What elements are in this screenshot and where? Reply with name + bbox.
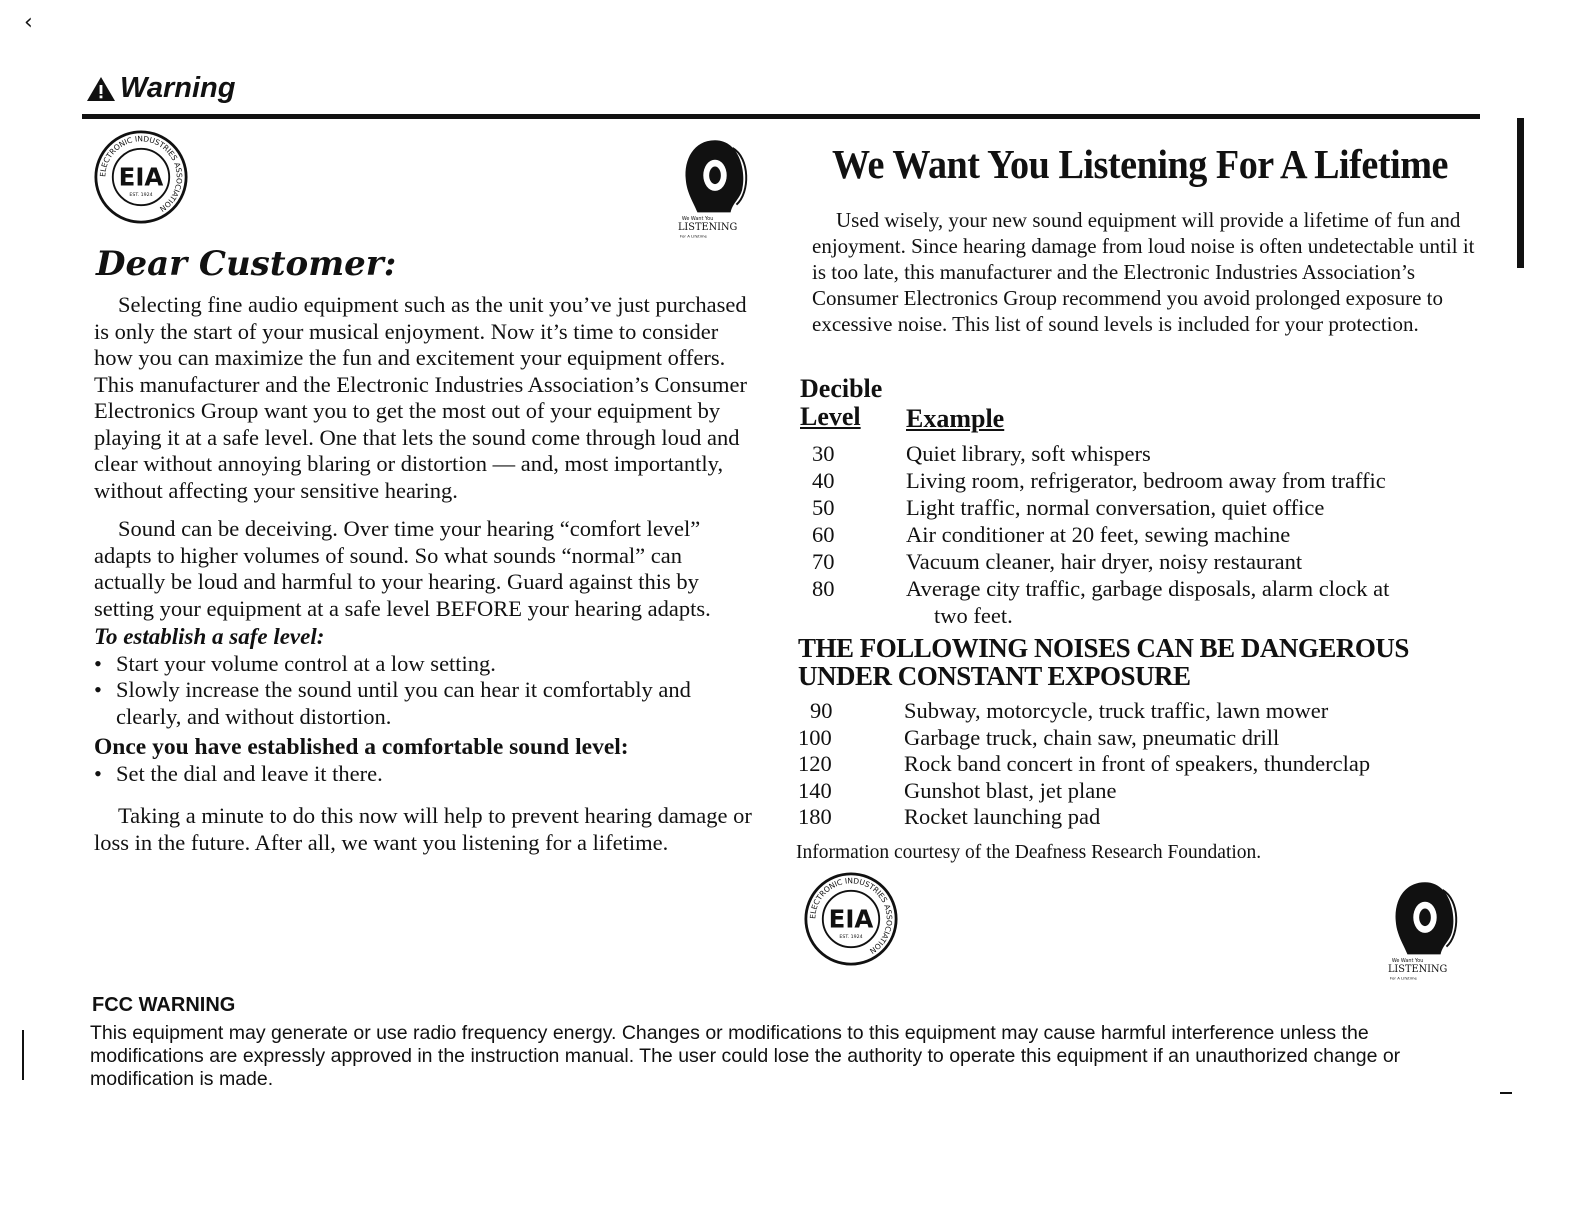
eia-seal-logo-bottom: [804, 872, 898, 971]
example-continuation: two feet.: [934, 603, 1013, 628]
example-text: Average city traffic, garbage disposals, alarm clock at: [906, 576, 1390, 601]
margin-bar-right: [1517, 118, 1524, 268]
level-cell: 120: [798, 751, 832, 776]
svg-text:EIA: EIA: [118, 162, 164, 192]
level-cell: 180: [798, 804, 832, 829]
eia-seal-icon: [94, 130, 188, 224]
intro-paragraph: Selecting fine audio equipment such as the unit you’ve just purchased is only the start of your musical enjoyment. Now it’s time to consider how you can maximize the fun and excitement your equipment offers. This manufacturer and the Electronic Industries Association’s Consumer Electronics Group want you to get the most out of your equipment by playing it at a safe level. One that lets the sound come through loud and clear without annoying blaring or distortion — and, most importantly, without affecting your sensitive hearing.: [94, 292, 747, 503]
list-item: • Start your volume control at a low setting.: [94, 651, 754, 678]
svg-text:ELECTRONIC INDUSTRIES ASSOCIAT: ELECTRONIC INDUSTRIES ASSOCIATION: [808, 876, 894, 956]
table-row: [800, 467, 1482, 494]
svg-text:EIA: EIA: [828, 904, 874, 934]
level-cell: 100: [798, 724, 832, 750]
level-cell: 30: [812, 441, 835, 466]
warning-header: [86, 72, 235, 105]
safe-levels-table: [800, 440, 1482, 629]
col-header-level: Level: [800, 402, 861, 431]
margin-dash-right: [1500, 1092, 1512, 1094]
level-cell: 90: [810, 698, 833, 723]
source-credit: Information courtesy of the Deafness Research Foundation.: [796, 842, 1262, 863]
svg-text:For A Lifetime: For A Lifetime: [1389, 975, 1417, 981]
svg-text:We Want You: We Want You: [681, 216, 714, 223]
example-cell: Subway, motorcycle, truck traffic, lawn mower: [904, 698, 1329, 723]
margin-tick-left: [22, 1030, 24, 1080]
danger-levels-table: [798, 698, 1480, 831]
svg-text:LISTENING: LISTENING: [1387, 963, 1448, 975]
page-title: We Want You Listening For A Lifetime: [832, 141, 1448, 187]
level-cell: 80: [812, 576, 835, 601]
table-row: [798, 751, 1480, 778]
deceiving-paragraph: Sound can be deceiving. Over time your hearing “comfort level” adapts to higher volumes of sound. So what sounds “normal” can actually be loud and harmful to your hearing. Guard against this by setting your equipment at a safe level BEFORE your hearing adapts.: [94, 516, 711, 621]
svg-text:For A Lifetime: For A Lifetime: [679, 233, 707, 239]
example-cell: Quiet library, soft whispers: [906, 441, 1151, 466]
list-item: • Set the dial and leave it there.: [94, 761, 754, 788]
level-cell: 60: [812, 522, 835, 547]
head-listening-icon: [676, 134, 754, 242]
table-row: [798, 698, 1480, 725]
closing-paragraph: Taking a minute to do this now will help to prevent hearing damage or loss in the future. After all, we want you listening for a lifetime.: [94, 803, 752, 855]
eia-seal-logo: [94, 130, 188, 229]
warning-rule: [82, 114, 1480, 119]
warning-triangle-icon: [86, 76, 116, 102]
list-item: • Slowly increase the sound until you can hear it comfortably and clearly, and without distortion.: [94, 677, 754, 730]
example-cell: Rocket launching pad: [904, 804, 1101, 829]
eia-seal-icon: [804, 872, 898, 966]
level-cell: 40: [812, 468, 835, 493]
table-row: [800, 494, 1482, 521]
example-cell: Garbage truck, chain saw, pneumatic drill: [904, 724, 1280, 750]
level-cell: 70: [812, 549, 835, 574]
example-cell: Vacuum cleaner, hair dryer, noisy restaurant: [906, 549, 1303, 574]
safe-level-steps: [94, 651, 754, 731]
fcc-warning-title: FCC WARNING: [92, 994, 236, 1016]
warning-title: Warning: [120, 72, 236, 104]
right-intro: [812, 207, 1476, 337]
listening-logo: [676, 134, 754, 247]
example-cell: Living room, refrigerator, bedroom away from traffic: [906, 468, 1386, 493]
example-cell: Rock band concert in front of speakers, thunderclap: [904, 751, 1371, 776]
head-listening-icon: [1386, 876, 1464, 984]
svg-text:EST. 1924: EST. 1924: [839, 934, 863, 940]
left-column: [94, 292, 754, 856]
danger-heading: THE FOLLOWING NOISES CAN BE DANGEROUS UNDER CONSTANT EXPOSURE: [798, 633, 1409, 691]
safe-level-heading: To establish a safe level:: [94, 624, 325, 649]
table-row: [800, 575, 1482, 629]
salutation: Dear Customer:: [96, 244, 397, 284]
table-row: [798, 725, 1480, 752]
intro-text: Used wisely, your new sound equipment will provide a lifetime of fun and enjoyment. Since hearing damage from loud noise is often undetectable until it is too late, this manufacturer and the Electronic Industries Association’s Consumer Electronics Group recommend you avoid prolonged exposure to excessive noise. This list of sound levels is included for your protection.: [812, 208, 1475, 336]
example-cell: Air conditioner at 20 feet, sewing machine: [906, 522, 1291, 547]
table-row: [800, 440, 1482, 467]
table-row: [800, 548, 1482, 575]
established-steps: [94, 761, 754, 788]
corner-mark: ‹: [24, 10, 33, 35]
svg-text:LISTENING: LISTENING: [677, 221, 738, 233]
example-cell: Light traffic, normal conversation, quiet office: [906, 495, 1325, 520]
level-cell: 140: [798, 777, 832, 803]
example-cell: Gunshot blast, jet plane: [904, 777, 1117, 803]
col-header-example: Example: [906, 404, 1005, 433]
established-heading: Once you have established a comfortable sound level:: [94, 734, 629, 760]
svg-text:EST. 1924: EST. 1924: [129, 192, 153, 198]
level-cell: 50: [812, 495, 835, 520]
example-cell: [906, 575, 1482, 629]
svg-text:We Want You: We Want You: [1391, 958, 1424, 965]
fcc-warning-body: This equipment may generate or use radio frequency energy. Changes or modifications to this equipment may cause harmful interference unless the modifications are expressly approved in the instruction manual. The user could lose the authority to operate this equipment if an unauthorized change or modification is made.: [90, 1022, 1401, 1088]
table-row: [798, 778, 1480, 805]
table-row: [800, 521, 1482, 548]
col-header-decible: Decible: [800, 374, 883, 403]
svg-text:ELECTRONIC INDUSTRIES ASSOCIAT: ELECTRONIC INDUSTRIES ASSOCIATION: [98, 134, 184, 214]
listening-logo-bottom: [1386, 876, 1464, 989]
table-row: [798, 804, 1480, 831]
